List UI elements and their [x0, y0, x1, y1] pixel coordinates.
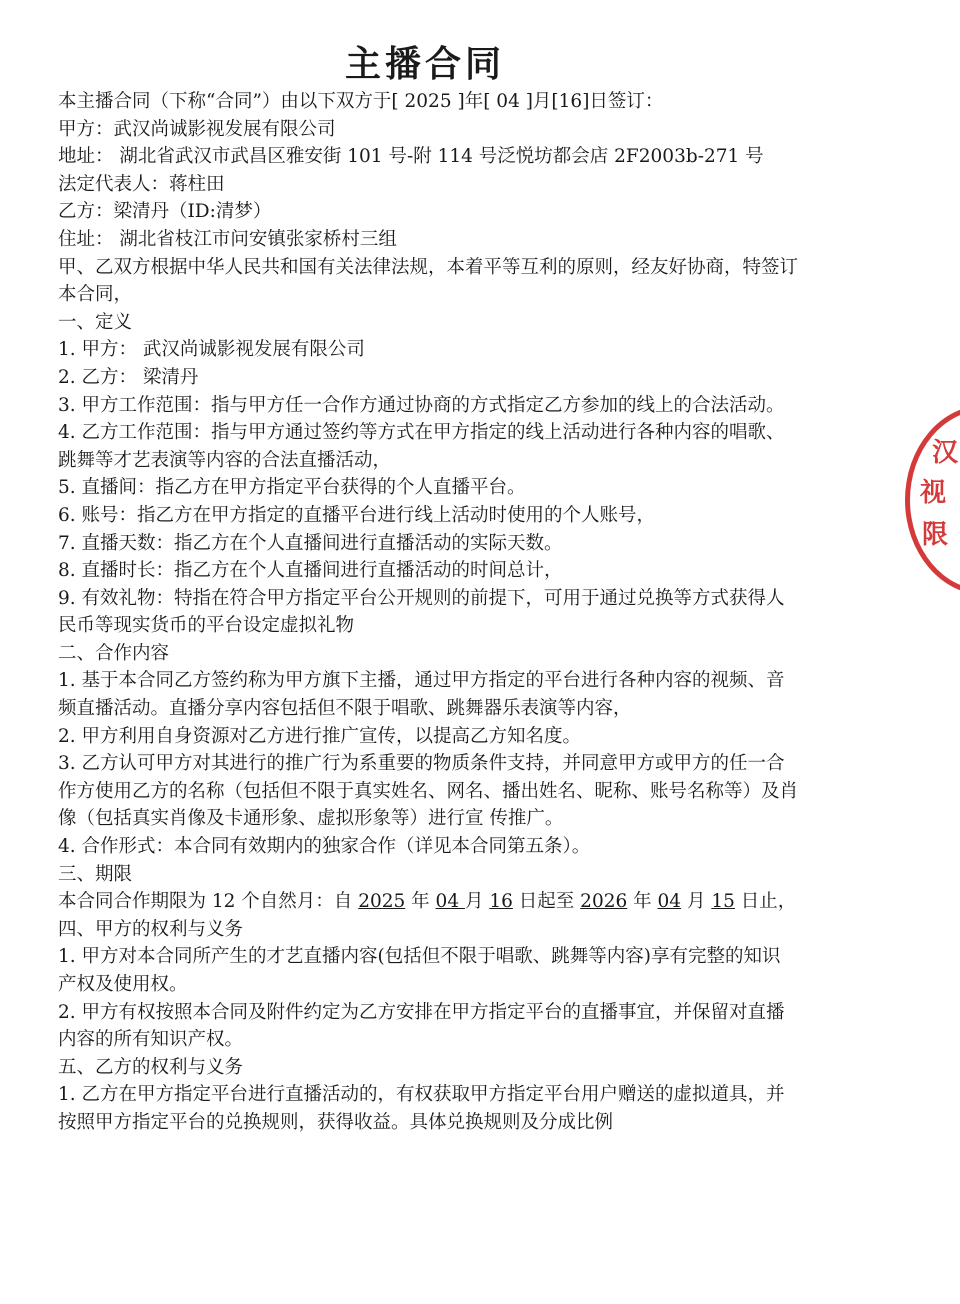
text-line: 1. 甲方对本合同所产生的才艺直播内容(包括但不限于唱歌、跳舞等内容)享有完整的知识产权及使用权。: [58, 946, 781, 995]
term-text: 日止，: [734, 891, 797, 913]
text-line: 2. 甲方有权按照本合同及附件约定为乙方安排在甲方指定平台的直播事宜，并保留对直播内容的所有知识产权。: [58, 1001, 785, 1051]
term-end-day: 15: [711, 891, 735, 913]
text-line: 甲方：武汉尚诚影视发展有限公司: [58, 118, 336, 140]
stamp-char: 视: [920, 478, 947, 508]
term-start-month: 04: [435, 891, 465, 913]
section-heading: 二、合作内容: [58, 642, 170, 664]
section-heading: 四、甲方的权利与义务: [58, 918, 244, 940]
text-line: 5. 直播间：指乙方在甲方指定平台获得的个人直播平台。: [58, 477, 526, 499]
term-start-day: 16: [489, 891, 513, 913]
term-text: 年: [405, 891, 436, 913]
text-line: 住址： 湖北省枝江市问安镇张家桥村三组: [58, 228, 397, 250]
company-seal-stamp: [905, 405, 960, 595]
contract-body: [58, 88, 798, 1137]
text-line: 法定代表人：蒋柱田: [58, 173, 225, 195]
text-line: 4. 乙方工作范围：指与甲方通过签约等方式在甲方指定的线上活动进行各种内容的唱歌、跳舞等才艺表演等内容的合法直播活动，: [58, 422, 785, 471]
text-line: 地址： 湖北省武汉市武昌区雅安街 101 号-附 114 号泛悦坊都会店 2F2003b-271 号: [58, 146, 764, 168]
term-end-month: 04: [657, 891, 682, 913]
contract-title: 主播合同: [344, 43, 505, 85]
text-line: 4. 合作形式：本合同有效期内的独家合作（详见本合同第五条）。: [58, 836, 591, 858]
term-text: 月: [681, 891, 712, 913]
text-line: 2. 乙方： 梁清丹: [58, 366, 199, 388]
stamp-char: 汉: [932, 438, 959, 468]
term-text: 月: [464, 891, 490, 913]
term-end-year: 2026: [580, 891, 628, 913]
term-start-year: 2025: [358, 891, 406, 913]
section-heading: 一、定义: [58, 311, 133, 333]
text-line: 1. 乙方在甲方指定平台进行直播活动的，有权获取甲方指定平台用户赠送的虚拟道具，并按照甲方指定平台的兑换规则，获得收益。具体兑换规则及分成比例: [58, 1084, 785, 1133]
term-text: 本合同合作期限为 12 个自然月：自: [58, 891, 359, 913]
text-line: 1. 甲方： 武汉尚诚影视发展有限公司: [58, 339, 365, 361]
text-line: 8. 直播时长：指乙方在个人直播间进行直播活动的时间总计，: [58, 560, 563, 582]
text-line: 9. 有效礼物：特指在符合甲方指定平台公开规则的前提下，可用于通过兑换等方式获得人民币等现实货币的平台设定虚拟礼物: [58, 587, 785, 637]
section-heading: 五、乙方的权利与义务: [58, 1056, 244, 1078]
text-line: 2. 甲方利用自身资源对乙方进行推广宣传，以提高乙方知名度。: [58, 725, 582, 747]
stamp-char: 限: [922, 520, 949, 550]
term-text: 年: [627, 891, 658, 913]
text-line: 本主播合同（下称“合同”）由以下双方于[ 2025 ]年[ 04 ]月[16]日签订：: [58, 91, 664, 112]
term-line: [58, 888, 798, 916]
text-line: 7. 直播天数：指乙方在个人直播间进行直播活动的实际天数。: [58, 532, 563, 554]
section-heading: 三、期限: [58, 863, 133, 885]
text-line: 甲、乙双方根据中华人民共和国有关法律法规，本着平等互利的原则，经友好协商，特签订本合同，: [58, 256, 799, 306]
text-line: 3. 乙方认可甲方对其进行的推广行为系重要的物质条件支持，并同意甲方或甲方的任一合作方使用乙方的名称（包括但不限于真实姓名、网名、播出姓名、昵称、账号名称等）及肖像（包括真实肖像及卡通形象、虚拟形象等）进行宣 传推广。: [58, 753, 799, 830]
text-line: 3. 甲方工作范围：指与甲方任一合作方通过协商的方式指定乙方参加的线上的合法活动。: [58, 394, 785, 416]
term-text: 日起至: [512, 891, 581, 913]
text-line: 乙方：梁清丹（ID:清梦）: [58, 201, 272, 223]
text-line: 1. 基于本合同乙方签约称为甲方旗下主播，通过甲方指定的平台进行各种内容的视频、音频直播活动。直播分享内容包括但不限于唱歌、跳舞器乐表演等内容，: [58, 670, 785, 720]
text-line: 6. 账号：指乙方在甲方指定的直播平台进行线上活动时使用的个人账号，: [58, 504, 656, 526]
